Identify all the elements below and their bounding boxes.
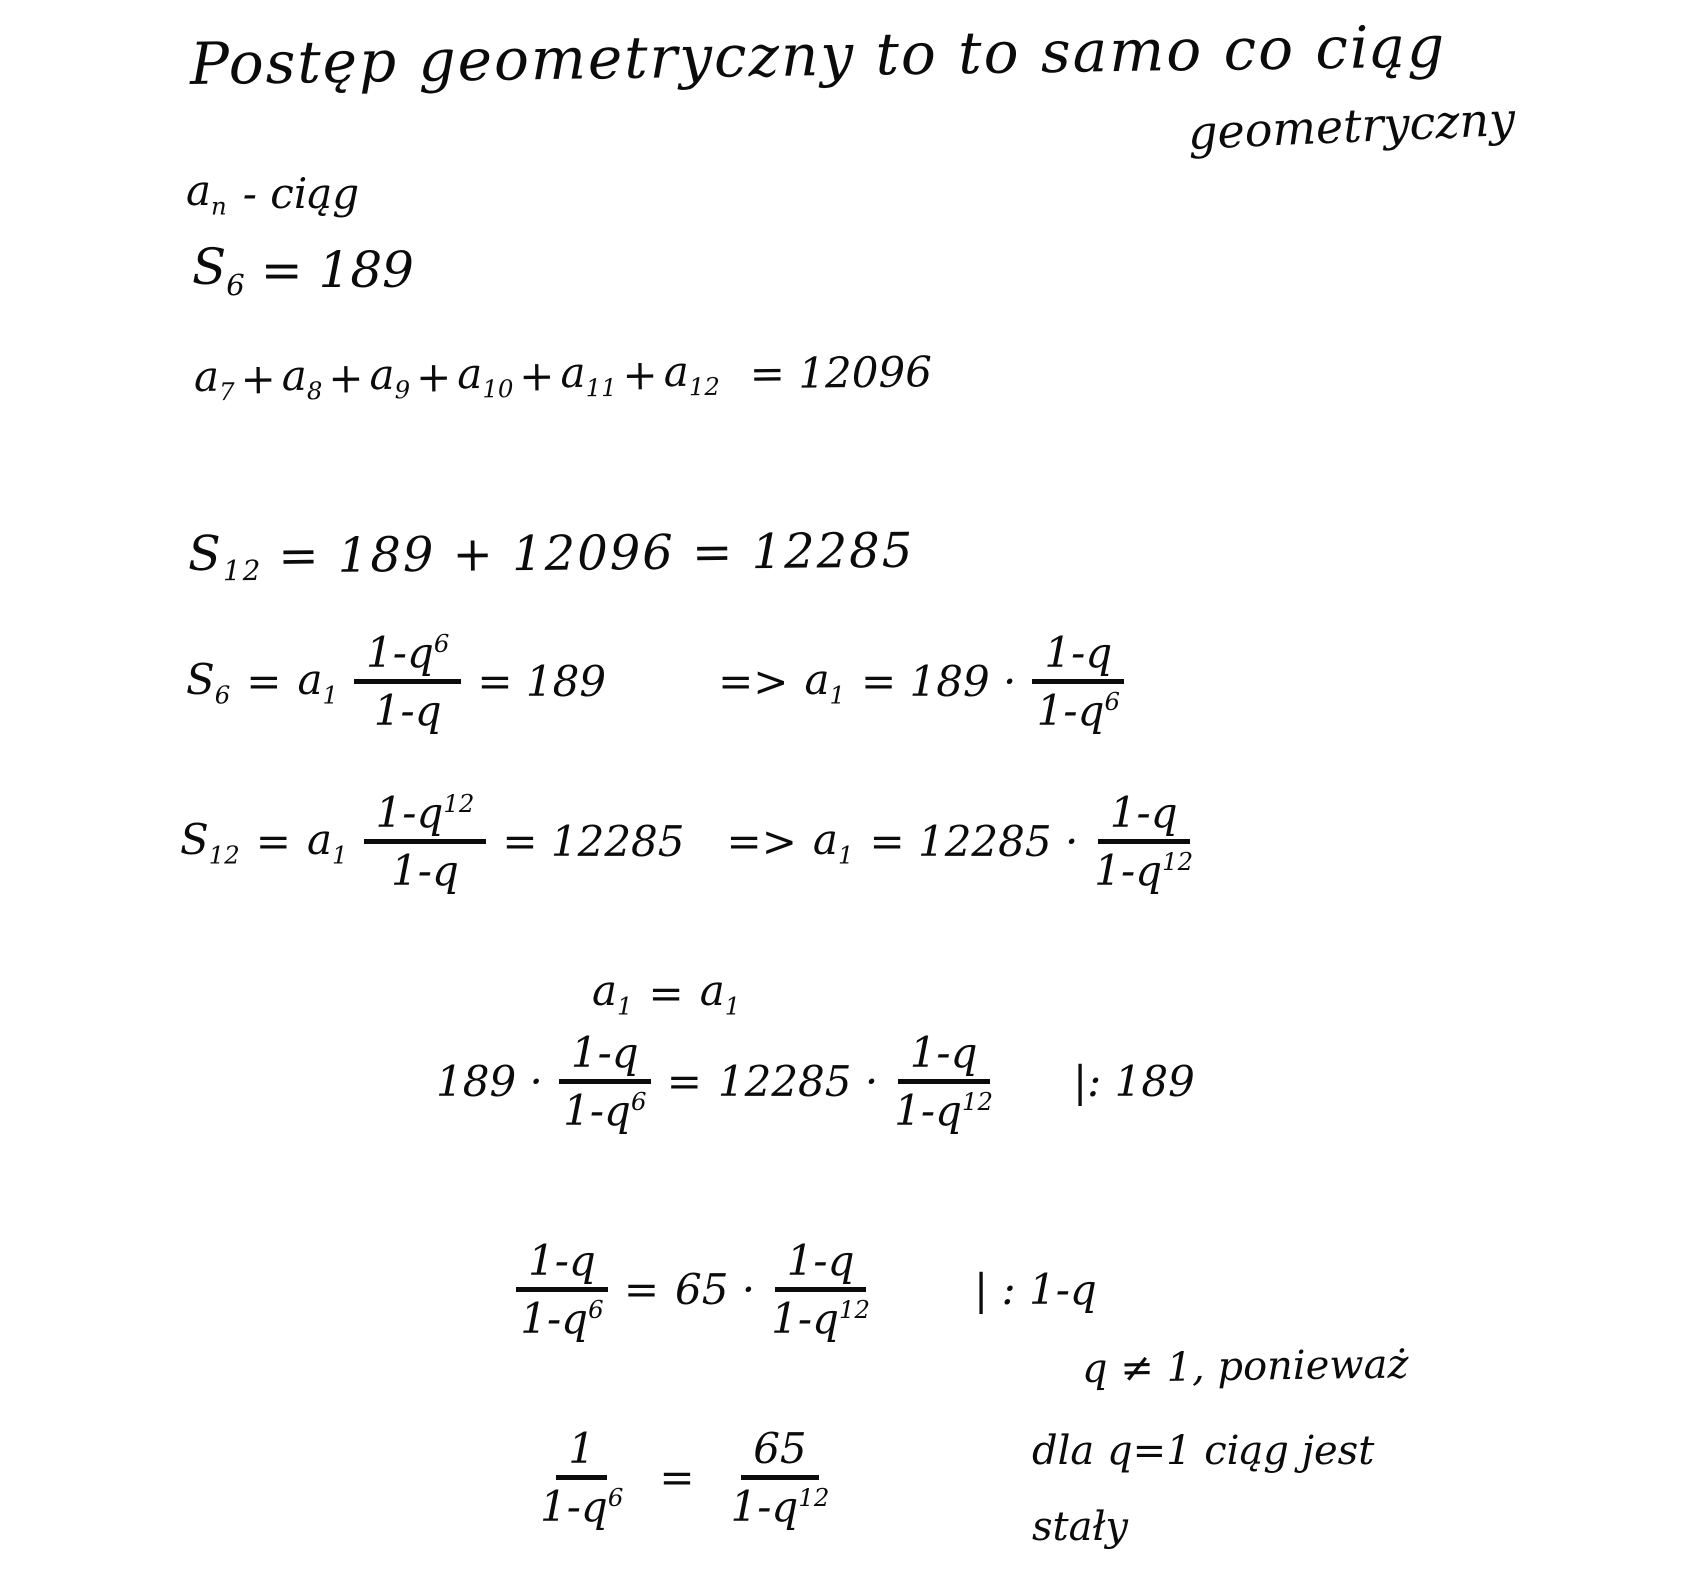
title-line-1	[190, 12, 1447, 98]
s12-base: S	[180, 814, 209, 864]
denominator-text: 1-q	[1094, 846, 1163, 896]
fraction-numerator: 65	[741, 1426, 818, 1480]
equals-189: = 189	[477, 657, 607, 707]
fraction-1-over-1mq6	[540, 1426, 623, 1530]
term-a12-base: a	[663, 346, 689, 397]
fraction-1mq-over-1mq6	[516, 1238, 608, 1342]
note-text-2: stały	[1032, 1504, 1129, 1550]
equals-sign: =	[255, 817, 291, 867]
fraction-numerator: 1-q	[898, 1030, 990, 1084]
fraction-denominator	[1094, 844, 1194, 896]
an-base: a	[186, 166, 212, 215]
denominator-exponent: 6	[607, 1483, 624, 1513]
denominator-exponent: 6	[1104, 687, 1120, 717]
s6-base: S	[186, 654, 215, 704]
a1-symbol	[804, 655, 845, 709]
a1-symbol-left	[592, 966, 633, 1020]
s6-symbol	[186, 655, 230, 709]
fraction-denominator	[540, 1480, 624, 1532]
denominator-exponent: 12	[798, 1483, 830, 1513]
fraction-numerator: 1-q	[1032, 630, 1124, 684]
denominator-text: 1-q	[540, 1482, 608, 1532]
term-a8	[281, 351, 322, 406]
denominator-text: 1-q	[894, 1086, 963, 1136]
fraction-numerator: 1-q	[1098, 790, 1190, 844]
title-line-2	[1187, 92, 1516, 160]
equals-sign: =	[666, 1057, 702, 1107]
condition-q-not-1	[1082, 1341, 1409, 1392]
equals-sign: =	[246, 657, 282, 707]
equals-189-dot: = 189 ·	[861, 657, 1017, 707]
term-a12	[663, 346, 720, 401]
fraction-denominator: 1-q	[391, 846, 459, 896]
fraction-numerator: 1	[556, 1426, 607, 1480]
s6-base: S	[192, 238, 227, 296]
equals-sign: =	[648, 968, 684, 1018]
denominator-text: 1-q	[771, 1294, 839, 1344]
s6-value: = 189	[260, 241, 414, 299]
coefficient-65: 65 ·	[675, 1265, 756, 1315]
a1-subscript: 1	[829, 680, 845, 710]
a1-base: a	[812, 814, 838, 864]
sequence-note	[186, 166, 359, 220]
s12-value: = 189 + 12096 = 12285	[278, 522, 915, 585]
fraction-denominator	[563, 1084, 647, 1136]
sum-result: = 12096	[749, 346, 933, 398]
note-text-1: dla q=1 ciąg jest	[1032, 1428, 1375, 1474]
fraction-1mq-over-1mq12	[1094, 790, 1193, 894]
a1-symbol-right	[700, 966, 741, 1020]
fraction-denominator	[771, 1292, 870, 1344]
divide-both-sides-note: |: 189	[1073, 1057, 1195, 1107]
equals-sign: =	[623, 1265, 660, 1315]
fraction-numerator: 1-q	[775, 1238, 867, 1292]
plus-operator: +	[415, 351, 452, 402]
a1-base: a	[804, 654, 830, 704]
numerator-exponent: 6	[433, 629, 450, 658]
a1-base: a	[297, 654, 323, 704]
fraction-numerator	[354, 630, 461, 684]
s12-symbol	[188, 525, 263, 587]
equals-12285: = 12285	[502, 817, 685, 867]
term-a9	[369, 350, 410, 405]
equation-s6	[186, 630, 1124, 734]
condition-text: q ≠ 1, ponieważ	[1081, 1341, 1409, 1392]
reduced-equation	[516, 1238, 1097, 1342]
equals-sign: =	[659, 1453, 695, 1503]
rhs-coefficient: 12285 ·	[717, 1057, 879, 1107]
term-a7-sub: 7	[219, 376, 235, 407]
an-symbol	[186, 166, 227, 220]
denominator-exponent: 12	[962, 1087, 994, 1117]
final-proportion	[540, 1426, 829, 1530]
fraction-1mq6-over-1mq	[354, 630, 461, 734]
denominator-text: 1-q	[1036, 686, 1105, 736]
s12-base: S	[187, 525, 224, 582]
s12-symbol	[180, 815, 240, 869]
plus-operator: +	[328, 352, 364, 403]
a1-subscript: 1	[617, 991, 633, 1021]
a1-equals-a1	[592, 966, 740, 1020]
numerator-text: 1-q	[366, 628, 434, 677]
a1-subscript: 1	[837, 840, 854, 870]
sum-a7-to-a12	[194, 344, 932, 406]
term-a7-base: a	[193, 351, 220, 401]
note-q-equals-1-line-1	[1032, 1428, 1374, 1474]
cross-equation	[436, 1030, 1195, 1134]
s6-symbol	[192, 238, 245, 302]
fraction-denominator	[730, 1480, 830, 1532]
fraction-65-over-1mq12	[731, 1426, 830, 1530]
fraction-denominator: 1-q	[373, 686, 442, 736]
a1-subscript: 1	[724, 991, 741, 1021]
fraction-denominator	[894, 1084, 994, 1136]
term-a7	[194, 352, 235, 407]
fraction-denominator	[1036, 684, 1120, 736]
term-a12-sub: 12	[688, 371, 721, 402]
s6-subscript: 6	[226, 268, 245, 302]
lhs-coefficient: 189 ·	[436, 1057, 543, 1107]
implies-arrow: =>	[718, 657, 789, 707]
fraction-denominator	[520, 1292, 604, 1344]
denominator-exponent: 12	[838, 1295, 870, 1325]
given-s6	[192, 238, 414, 302]
a1-subscript: 1	[332, 840, 348, 870]
fraction-1mq-over-1mq12	[771, 1238, 870, 1342]
term-a11	[560, 348, 617, 403]
an-subscript: n	[211, 191, 227, 221]
denominator-text: 1-q	[520, 1294, 589, 1344]
term-a10-base: a	[456, 348, 483, 399]
denominator-text: 1-q	[730, 1482, 799, 1532]
note-q-equals-1-line-2	[1032, 1504, 1128, 1550]
fraction-1mq-over-1mq12	[894, 1030, 993, 1134]
s12-subscript: 12	[222, 553, 263, 588]
fraction-numerator: 1-q	[516, 1238, 608, 1292]
divide-both-sides-note: | : 1-q	[973, 1265, 1097, 1315]
plus-operator: +	[240, 353, 277, 404]
s12-subscript: 12	[208, 840, 240, 870]
numerator-exponent: 12	[443, 789, 475, 818]
equals-12285-dot: = 12285 ·	[869, 817, 1079, 867]
a1-base: a	[592, 966, 618, 1015]
denominator-exponent: 12	[1162, 847, 1194, 877]
s12-total	[188, 520, 915, 588]
implies-arrow: =>	[726, 817, 797, 867]
plus-operator: +	[519, 350, 555, 401]
a1-symbol	[307, 815, 348, 869]
sequence-note-text: - ciąg	[242, 168, 360, 218]
a1-subscript: 1	[322, 680, 339, 710]
fraction-1mq12-over-1mq	[364, 790, 487, 894]
term-a10	[457, 349, 514, 404]
term-a9-base: a	[369, 349, 395, 400]
a1-base: a	[699, 966, 725, 1015]
a1-base: a	[306, 814, 333, 864]
term-a8-sub: 8	[306, 376, 323, 406]
fraction-1mq-over-1mq6	[1032, 630, 1124, 734]
fraction-1mq-over-1mq6	[559, 1030, 651, 1134]
plus-operator: +	[622, 349, 658, 400]
denominator-exponent: 6	[588, 1295, 604, 1325]
fraction-numerator	[364, 790, 487, 844]
equation-s12	[180, 790, 1193, 894]
denominator-text: 1-q	[563, 1086, 631, 1136]
a1-symbol	[297, 655, 338, 709]
term-a9-sub: 9	[394, 375, 411, 405]
numerator-text: 1-q	[375, 788, 444, 837]
term-a10-sub: 10	[482, 374, 514, 404]
denominator-exponent: 6	[630, 1087, 647, 1117]
title-text-2: geometryczny	[1186, 91, 1517, 160]
term-a8-base: a	[281, 350, 308, 401]
s6-subscript: 6	[214, 680, 231, 710]
term-a11-sub: 11	[585, 372, 617, 403]
term-a11-base: a	[560, 347, 586, 398]
a1-symbol	[813, 815, 854, 869]
fraction-numerator: 1-q	[559, 1030, 651, 1084]
title-text-1: Postęp geometryczny to to samo co ciąg	[189, 12, 1447, 98]
